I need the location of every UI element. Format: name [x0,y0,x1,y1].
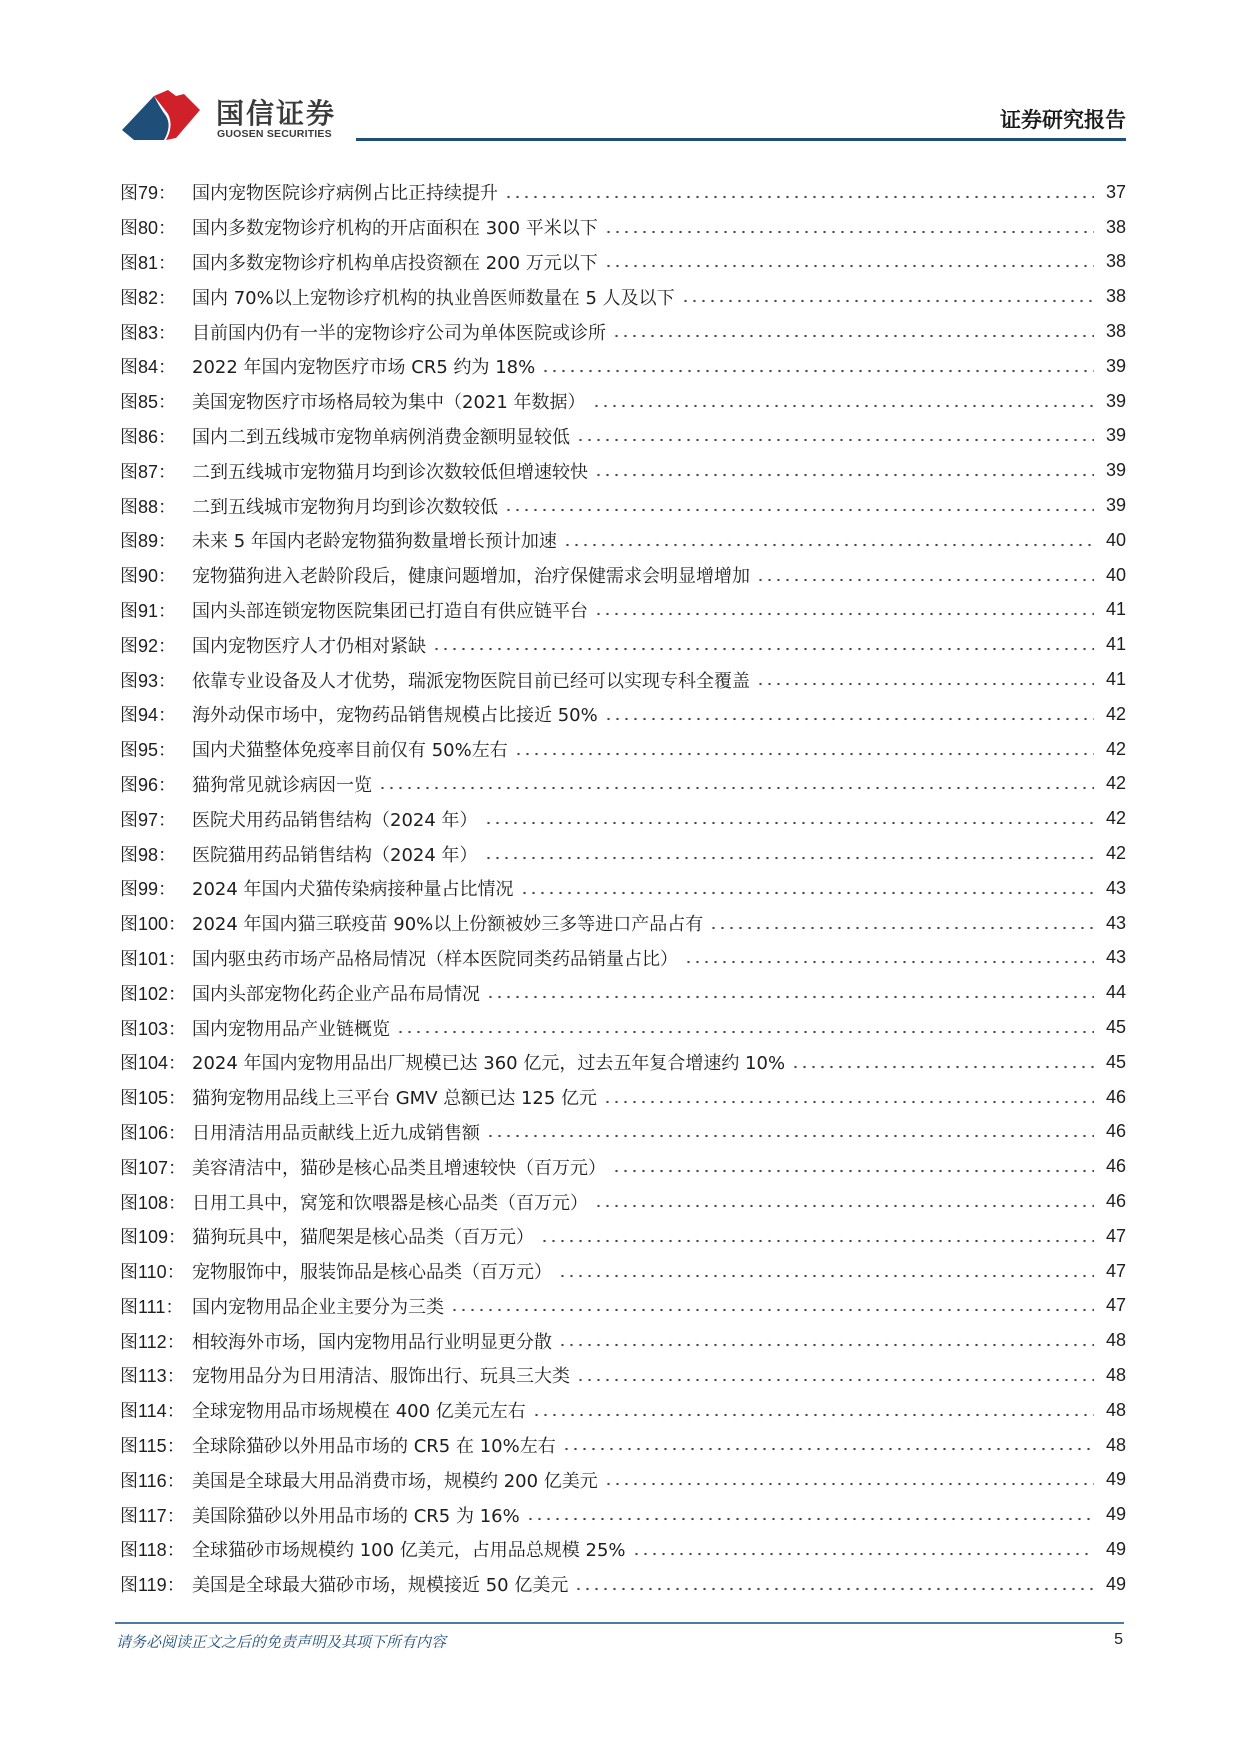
figure-number: 图86： [120,426,177,447]
figure-number: 图89： [120,531,177,552]
dot-leader [574,1587,1094,1591]
toc-entry[interactable] [120,975,1126,1010]
dot-leader [486,995,1094,999]
figure-title: 二到五线城市宠物狗月均到诊次数较低 [192,496,498,518]
figure-number: 图93： [120,670,177,691]
figure-page-number: 49 [1105,1573,1126,1594]
toc-entry[interactable] [120,488,1126,523]
figure-page-number: 47 [1105,1295,1126,1316]
figure-page-number: 38 [1105,216,1126,237]
figure-title: 美国是全球最大猫砂市场，规模接近 50 亿美元 [192,1575,569,1597]
dot-leader [594,1204,1094,1208]
figure-title: 国内宠物用品产业链概览 [192,1018,390,1040]
figure-page-number: 48 [1105,1364,1126,1385]
figure-page-number: 43 [1105,912,1126,933]
figure-page-number: 41 [1105,599,1126,620]
figure-number: 图83： [120,322,177,343]
dot-leader [632,1552,1094,1556]
toc-entry[interactable] [120,1567,1126,1602]
figure-page-number: 44 [1105,982,1126,1003]
toc-entry[interactable] [120,801,1126,836]
dot-leader [432,647,1094,651]
toc-entry[interactable] [120,1323,1126,1358]
figure-page-number: 40 [1105,529,1126,550]
figure-number: 图106： [120,1122,187,1143]
figure-page-number: 43 [1105,947,1126,968]
toc-entry[interactable] [120,279,1126,314]
figure-title: 国内 70%以上宠物诊疗机构的执业兽医师数量在 5 人及以下 [192,287,675,309]
dot-leader [540,1239,1094,1243]
figure-page-number: 46 [1105,1086,1126,1107]
figure-number: 图110： [120,1262,185,1283]
figure-page-number: 38 [1105,321,1126,342]
figure-number: 图90： [120,566,177,587]
toc-entry[interactable] [120,732,1126,767]
toc-entry[interactable] [120,1149,1126,1184]
dot-leader [604,264,1094,268]
toc-entry[interactable] [120,593,1126,628]
figure-number: 图113： [120,1366,185,1387]
figure-page-number: 38 [1105,251,1126,272]
dot-leader [576,438,1094,442]
figure-page-number: 39 [1105,390,1126,411]
dot-leader [520,891,1094,895]
figure-title: 国内多数宠物诊疗机构单店投资额在 200 万元以下 [192,252,598,274]
figure-number: 图88： [120,496,177,517]
dot-leader [450,1308,1094,1312]
figure-title: 国内犬猫整体免疫率目前仅有 50%左右 [192,740,508,762]
figure-title: 美国宠物医疗市场格局较为集中（2021 年数据） [192,392,586,414]
figure-number: 图102： [120,983,187,1004]
dot-leader [612,1169,1094,1173]
dot-leader [541,369,1094,373]
figure-number: 图80： [120,218,177,239]
toc-entry[interactable] [120,1080,1126,1115]
figure-title: 猫狗宠物用品线上三平台 GMV 总额已达 125 亿元 [192,1088,598,1110]
toc-entry[interactable] [120,1497,1126,1532]
figure-title: 国内头部连锁宠物医院集团已打造自有供应链平台 [192,600,588,622]
figure-number: 图118： [120,1540,185,1561]
toc-entry[interactable] [120,1010,1126,1045]
figure-page-number: 49 [1105,1469,1126,1490]
figure-number: 图92： [120,635,177,656]
figure-title: 国内多数宠物诊疗机构的开店面积在 300 平米以下 [192,218,598,240]
figure-page-number: 47 [1105,1225,1126,1246]
toc-entry[interactable] [120,314,1126,349]
figure-page-number: 42 [1105,738,1126,759]
dot-leader [562,1447,1094,1451]
figure-title: 医院犬用药品销售结构（2024 年） [192,809,478,831]
figure-title: 全球猫砂市场规模约 100 亿美元，占用品总规模 25% [192,1540,626,1562]
figure-number: 图82： [120,287,177,308]
toc-entry[interactable] [120,453,1126,488]
dot-leader [684,960,1094,964]
figure-page-number: 38 [1105,286,1126,307]
figure-page-number: 42 [1105,703,1126,724]
toc-entry[interactable] [120,1393,1126,1428]
figure-number: 图105： [120,1088,187,1109]
dot-leader [504,195,1094,199]
toc-entry[interactable] [120,1045,1126,1080]
dot-leader [604,230,1094,234]
figure-number: 图79： [120,183,177,204]
figure-page-number: 47 [1105,1260,1126,1281]
dot-leader [526,1517,1094,1521]
dot-leader [594,473,1094,477]
figure-title: 目前国内仍有一半的宠物诊疗公司为单体医院或诊所 [192,322,606,344]
figure-number: 图108： [120,1192,187,1213]
figure-number: 图111： [120,1296,184,1317]
figure-title: 国内二到五线城市宠物单病例消费金额明显较低 [192,426,570,448]
logo-chinese-name: 国信证券 [216,97,337,130]
guosen-logo-mark-icon [120,88,210,144]
figure-number: 图119： [120,1575,185,1596]
toc-entry[interactable] [120,662,1126,697]
figure-title: 国内宠物医院诊疗病例占比正持续提升 [192,183,498,205]
figure-title: 全球除猫砂以外用品市场的 CR5 在 10%左右 [192,1436,556,1458]
figure-title: 依靠专业设备及人才优势，瑞派宠物医院目前已经可以实现专科全覆盖 [192,670,750,692]
figure-page-number: 41 [1105,634,1126,655]
toc-entry[interactable] [120,523,1126,558]
figure-page-number: 39 [1105,425,1126,446]
figure-page-number: 39 [1105,495,1126,516]
toc-entry[interactable] [120,1532,1126,1567]
dot-leader [558,1343,1094,1347]
dot-leader [378,786,1094,790]
figure-title: 全球宠物用品市场规模在 400 亿美元左右 [192,1401,526,1423]
figure-title: 宠物猫狗进入老龄阶段后，健康问题增加，治疗保健需求会明显增增加 [192,566,750,588]
dot-leader [594,612,1094,616]
toc-entry[interactable] [120,210,1126,245]
figure-number: 图91： [120,600,177,621]
figure-title: 美容清洁中，猫砂是核心品类且增速较快（百万元） [192,1157,606,1179]
figure-page-number: 48 [1105,1434,1126,1455]
figure-page-number: 37 [1105,181,1126,202]
figure-title: 日用工具中，窝笼和饮喂器是核心品类（百万元） [192,1192,588,1214]
figure-page-number: 49 [1105,1504,1126,1525]
figure-number: 图117： [120,1505,185,1526]
toc-entry[interactable] [120,419,1126,454]
toc-entry[interactable] [120,697,1126,732]
figure-title: 2024 年国内宠物用品出厂规模已达 360 亿元，过去五年复合增速约 10% [192,1053,786,1075]
dot-leader [396,1030,1094,1034]
toc-entry[interactable] [120,175,1126,210]
toc-entry[interactable] [120,558,1126,593]
figure-page-number: 48 [1105,1330,1126,1351]
figure-page-number: 42 [1105,808,1126,829]
dot-leader [791,1065,1094,1069]
figure-number: 图116： [120,1470,185,1491]
figure-number: 图100： [120,914,187,935]
figure-number: 图103： [120,1018,187,1039]
figure-number: 图97： [120,809,177,830]
figure-number: 图84： [120,357,177,378]
figure-number: 图115： [120,1436,185,1457]
toc-entry[interactable] [120,1358,1126,1393]
toc-entry[interactable] [120,384,1126,419]
figure-title: 美国除猫砂以外用品市场的 CR5 为 16% [192,1505,520,1527]
figure-number: 图101： [120,948,187,969]
figure-page-number: 48 [1105,1399,1126,1420]
figure-number: 图94： [120,705,177,726]
figure-number: 图95： [120,740,177,761]
figure-title: 宠物用品分为日用清洁、服饰出行、玩具三大类 [192,1366,570,1388]
figure-title: 2024 年国内猫三联疫苗 90%以上份额被妙三多等进口产品占有 [192,914,704,936]
toc-entry[interactable] [120,836,1126,871]
figure-page-number: 46 [1105,1156,1126,1177]
figure-title: 国内头部宠物化药企业产品布局情况 [192,983,480,1005]
figure-number: 图99： [120,879,177,900]
figure-page-number: 46 [1105,1121,1126,1142]
figure-page-number: 46 [1105,1191,1126,1211]
page-header [0,0,1241,150]
toc-entry[interactable] [120,767,1126,802]
figure-page-number: 45 [1105,1051,1126,1072]
figure-number: 图114： [120,1401,185,1422]
toc-entry[interactable] [120,1254,1126,1289]
figure-page-number: 39 [1105,355,1126,376]
figure-number: 图87： [120,461,177,482]
figure-title: 猫狗玩具中，猫爬架是核心品类（百万元） [192,1227,534,1249]
dot-leader [514,752,1094,756]
toc-entry[interactable] [120,1428,1126,1463]
figure-title: 未来 5 年国内老龄宠物猫狗数量增长预计加速 [192,531,557,553]
figure-number: 图109： [120,1227,187,1248]
toc-entry[interactable] [120,871,1126,906]
figure-page-number: 40 [1105,564,1126,585]
figure-page-number: 42 [1105,773,1126,794]
figure-title: 日用清洁用品贡献线上近九成销售额 [192,1122,480,1144]
figure-title: 相较海外市场，国内宠物用品行业明显更分散 [192,1331,552,1353]
figure-number: 图112： [120,1331,185,1352]
footer-divider [115,1622,1124,1624]
dot-leader [709,926,1094,930]
dot-leader [681,299,1094,303]
toc-entry[interactable] [120,941,1126,976]
toc-entry[interactable] [120,1115,1126,1150]
toc-entry[interactable] [120,1184,1126,1219]
figure-title: 2022 年国内宠物医疗市场 CR5 约为 18% [192,357,536,379]
dot-leader [576,1378,1094,1382]
dot-leader [612,334,1094,338]
dot-leader [603,1100,1094,1104]
report-type-label: 证券研究报告 [1000,108,1126,132]
dot-leader [532,1413,1094,1417]
dot-leader [558,1274,1094,1278]
figure-page-number: 42 [1105,843,1126,864]
figure-number: 图98： [120,844,177,865]
figure-page-number: 45 [1105,1017,1126,1038]
toc-entry[interactable] [120,1219,1126,1254]
header-divider [356,138,1126,141]
dot-leader [756,578,1094,582]
toc-entry[interactable] [120,1289,1126,1324]
figure-title: 医院猫用药品销售结构（2024 年） [192,844,478,866]
toc-entry[interactable] [120,1462,1126,1497]
dot-leader [604,1482,1094,1486]
figure-title: 国内宠物用品企业主要分为三类 [192,1296,444,1318]
dot-leader [604,717,1094,721]
figure-page-number: 49 [1105,1538,1126,1559]
figure-number: 图85： [120,392,177,413]
toc-entry[interactable] [120,906,1126,941]
figure-page-number: 41 [1105,669,1126,690]
figure-title: 猫狗常见就诊病因一览 [192,774,372,796]
logo-english-name: GUOSEN SECURITIES [217,128,332,140]
figure-title: 国内驱虫药市场产品格局情况（样本医院同类药品销量占比） [192,948,678,970]
figure-title: 宠物服饰中，服装饰品是核心品类（百万元） [192,1262,552,1284]
toc-entry[interactable] [120,627,1126,662]
figure-title: 美国是全球最大用品消费市场，规模约 200 亿美元 [192,1470,598,1492]
page-number: 5 [1114,1631,1123,1648]
figure-title: 海外动保市场中，宠物药品销售规模占比接近 50% [192,705,598,727]
toc-entry[interactable] [120,245,1126,280]
figure-page-number: 43 [1105,877,1126,898]
dot-leader [484,856,1094,860]
toc-entry[interactable] [120,349,1126,384]
figure-page-number: 39 [1105,460,1126,481]
dot-leader [592,404,1094,408]
figure-number: 图81： [120,252,177,273]
figure-title: 国内宠物医疗人才仍相对紧缺 [192,635,426,657]
figure-number: 图96： [120,774,177,795]
dot-leader [484,821,1094,825]
figure-title: 2024 年国内犬猫传染病接种量占比情况 [192,879,514,901]
dot-leader [756,682,1094,686]
dot-leader [504,508,1094,512]
figure-number: 图104： [120,1053,187,1074]
dot-leader [563,543,1094,547]
dot-leader [486,1134,1094,1138]
figure-number: 图107： [120,1157,187,1178]
figure-table-of-contents [120,175,1126,1602]
footer-disclaimer: 请务必阅读正文之后的免责声明及其项下所有内容 [116,1633,447,1651]
figure-title: 二到五线城市宠物猫月均到诊次数较低但增速较快 [192,461,588,483]
